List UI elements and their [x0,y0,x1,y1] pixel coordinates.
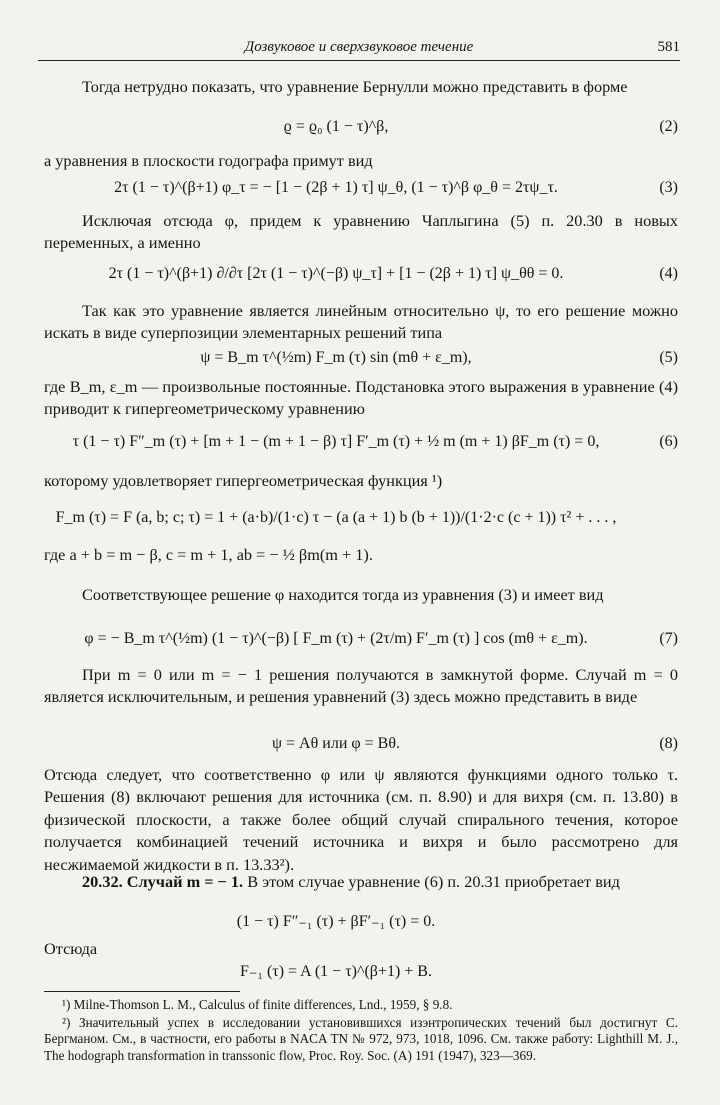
paragraph: которому удовлетворяет гипергеометрическая функция ¹) [44,471,443,490]
equation-formula: φ = − B_m τ^(½m) (1 − τ)^(−β) [ F_m (τ) + (2τ/m) F′_m (τ) ] cos (mθ + ε_m). [84,630,588,647]
equation-8 [44,730,678,758]
equation-number: (6) [659,433,678,450]
equation-number: (3) [659,179,678,196]
footnote-1: ¹) Milne-Thomson L. M., Calculus of finite differences, Lnd., 1959, § 9.8. [62,997,453,1012]
footnote-divider [44,991,240,992]
section-heading: 20.32. Случай m = − 1. [82,872,244,891]
equation-formula: ϱ = ϱ₀ (1 − τ)^β, [283,118,389,135]
paragraph: Отсюда следует, что соответственно φ или ψ являются функциями одного только τ. Решения (8) включают решения для источника (см. п. 8.90) и для вихря (см. п. 13.80) в физической плоскости, а также более общий случай спирального течения, которое получается комбинацией течений источника и вихря и было рассмотрено для несжимаемой жидкости в п. 13.33²). [44,765,678,874]
equation-number: (8) [659,735,678,752]
equation-hypergeometric [44,504,678,532]
equation-9 [44,908,678,936]
paragraph: Так как это уравнение является линейным относительно ψ, то его решение можно искать в виде суперпозиции элементарных решений типа [44,301,678,343]
equation-number: (4) [659,265,678,282]
paragraph: где B_m, ε_m — произвольные постоянные. Подстановка этого выражения в уравнение (4) приводит к гипергеометрическому уравнению [44,377,678,419]
equation-formula: 2τ (1 − τ)^(β+1) φ_τ = − [1 − (2β + 1) τ] ψ_θ, (1 − τ)^β φ_θ = 2τψ_τ. [114,179,558,196]
equation-2 [44,113,678,141]
paragraph: где a + b = m − β, c = m + 1, ab = − ½ βm(m + 1). [44,545,373,564]
section-paragraph [44,871,678,893]
paragraph: Тогда нетрудно показать, что уравнение Бернулли можно представить в форме [82,77,628,96]
equation-number: (5) [659,349,678,366]
equation-formula: 2τ (1 − τ)^(β+1) ∂/∂τ [2τ (1 − τ)^(−β) ψ_τ] + [1 − (2β + 1) τ] ψ_θθ = 0. [108,265,564,282]
paragraph: Исключая отсюда φ, придем к уравнению Чаплыгина (5) п. 20.30 в новых переменных, а именно [44,211,678,253]
equation-formula: F₋₁ (τ) = A (1 − τ)^(β+1) + B. [240,963,432,980]
equation-7 [44,625,678,653]
running-header [38,36,680,61]
footnote-2: ²) Значительный успех в исследовании установившихся изэнтропических течений был достигнут С. Бергманом. См., в частности, его работы в NACA TN № 972, 973, 1018, 1096. См. также работу: Lighthill M. J., The hodograph transformation in transsonic flow, Proc. Roy. Soc. (A) 191 (1947), 323—369. [44,1015,678,1063]
equation-5 [44,344,678,372]
paragraph: Соответствующее решение φ находится тогда из уравнения (3) и имеет вид [82,585,604,604]
paragraph: а уравнения в плоскости годографа примут вид [44,151,373,170]
equation-formula: F_m (τ) = F (a, b; c; τ) = 1 + (a·b)/(1·c) τ − (a (a + 1) b (b + 1))/(1·2·c (c + 1)) τ² + . . . , [55,509,617,526]
equation-3 [44,174,678,202]
equation-formula: ψ = Aθ или φ = Bθ. [272,735,400,752]
equation-formula: ψ = B_m τ^(½m) F_m (τ) sin (mθ + ε_m), [200,349,472,366]
page-number: 581 [657,39,680,55]
paragraph: При m = 0 или m = − 1 решения получаются в замкнутой форме. Случай m = 0 является исключительным, и решения уравнений (3) здесь можно представить в виде [44,665,678,707]
section-text: В этом случае уравнение (6) п. 20.31 приобретает вид [247,872,620,891]
header-title: Дозвуковое и сверхзвуковое течение [244,39,474,55]
equation-number: (7) [659,630,678,647]
equation-number: (2) [659,118,678,135]
equation-formula: (1 − τ) F″₋₁ (τ) + βF′₋₁ (τ) = 0. [236,913,436,930]
equation-4 [44,260,678,288]
equation-formula: τ (1 − τ) F″_m (τ) + [m + 1 − (m + 1 − β) τ] F′_m (τ) + ½ m (m + 1) βF_m (τ) = 0, [72,433,600,450]
equation-6 [44,428,678,456]
paragraph: Отсюда [44,939,98,958]
equation-10 [44,958,678,986]
